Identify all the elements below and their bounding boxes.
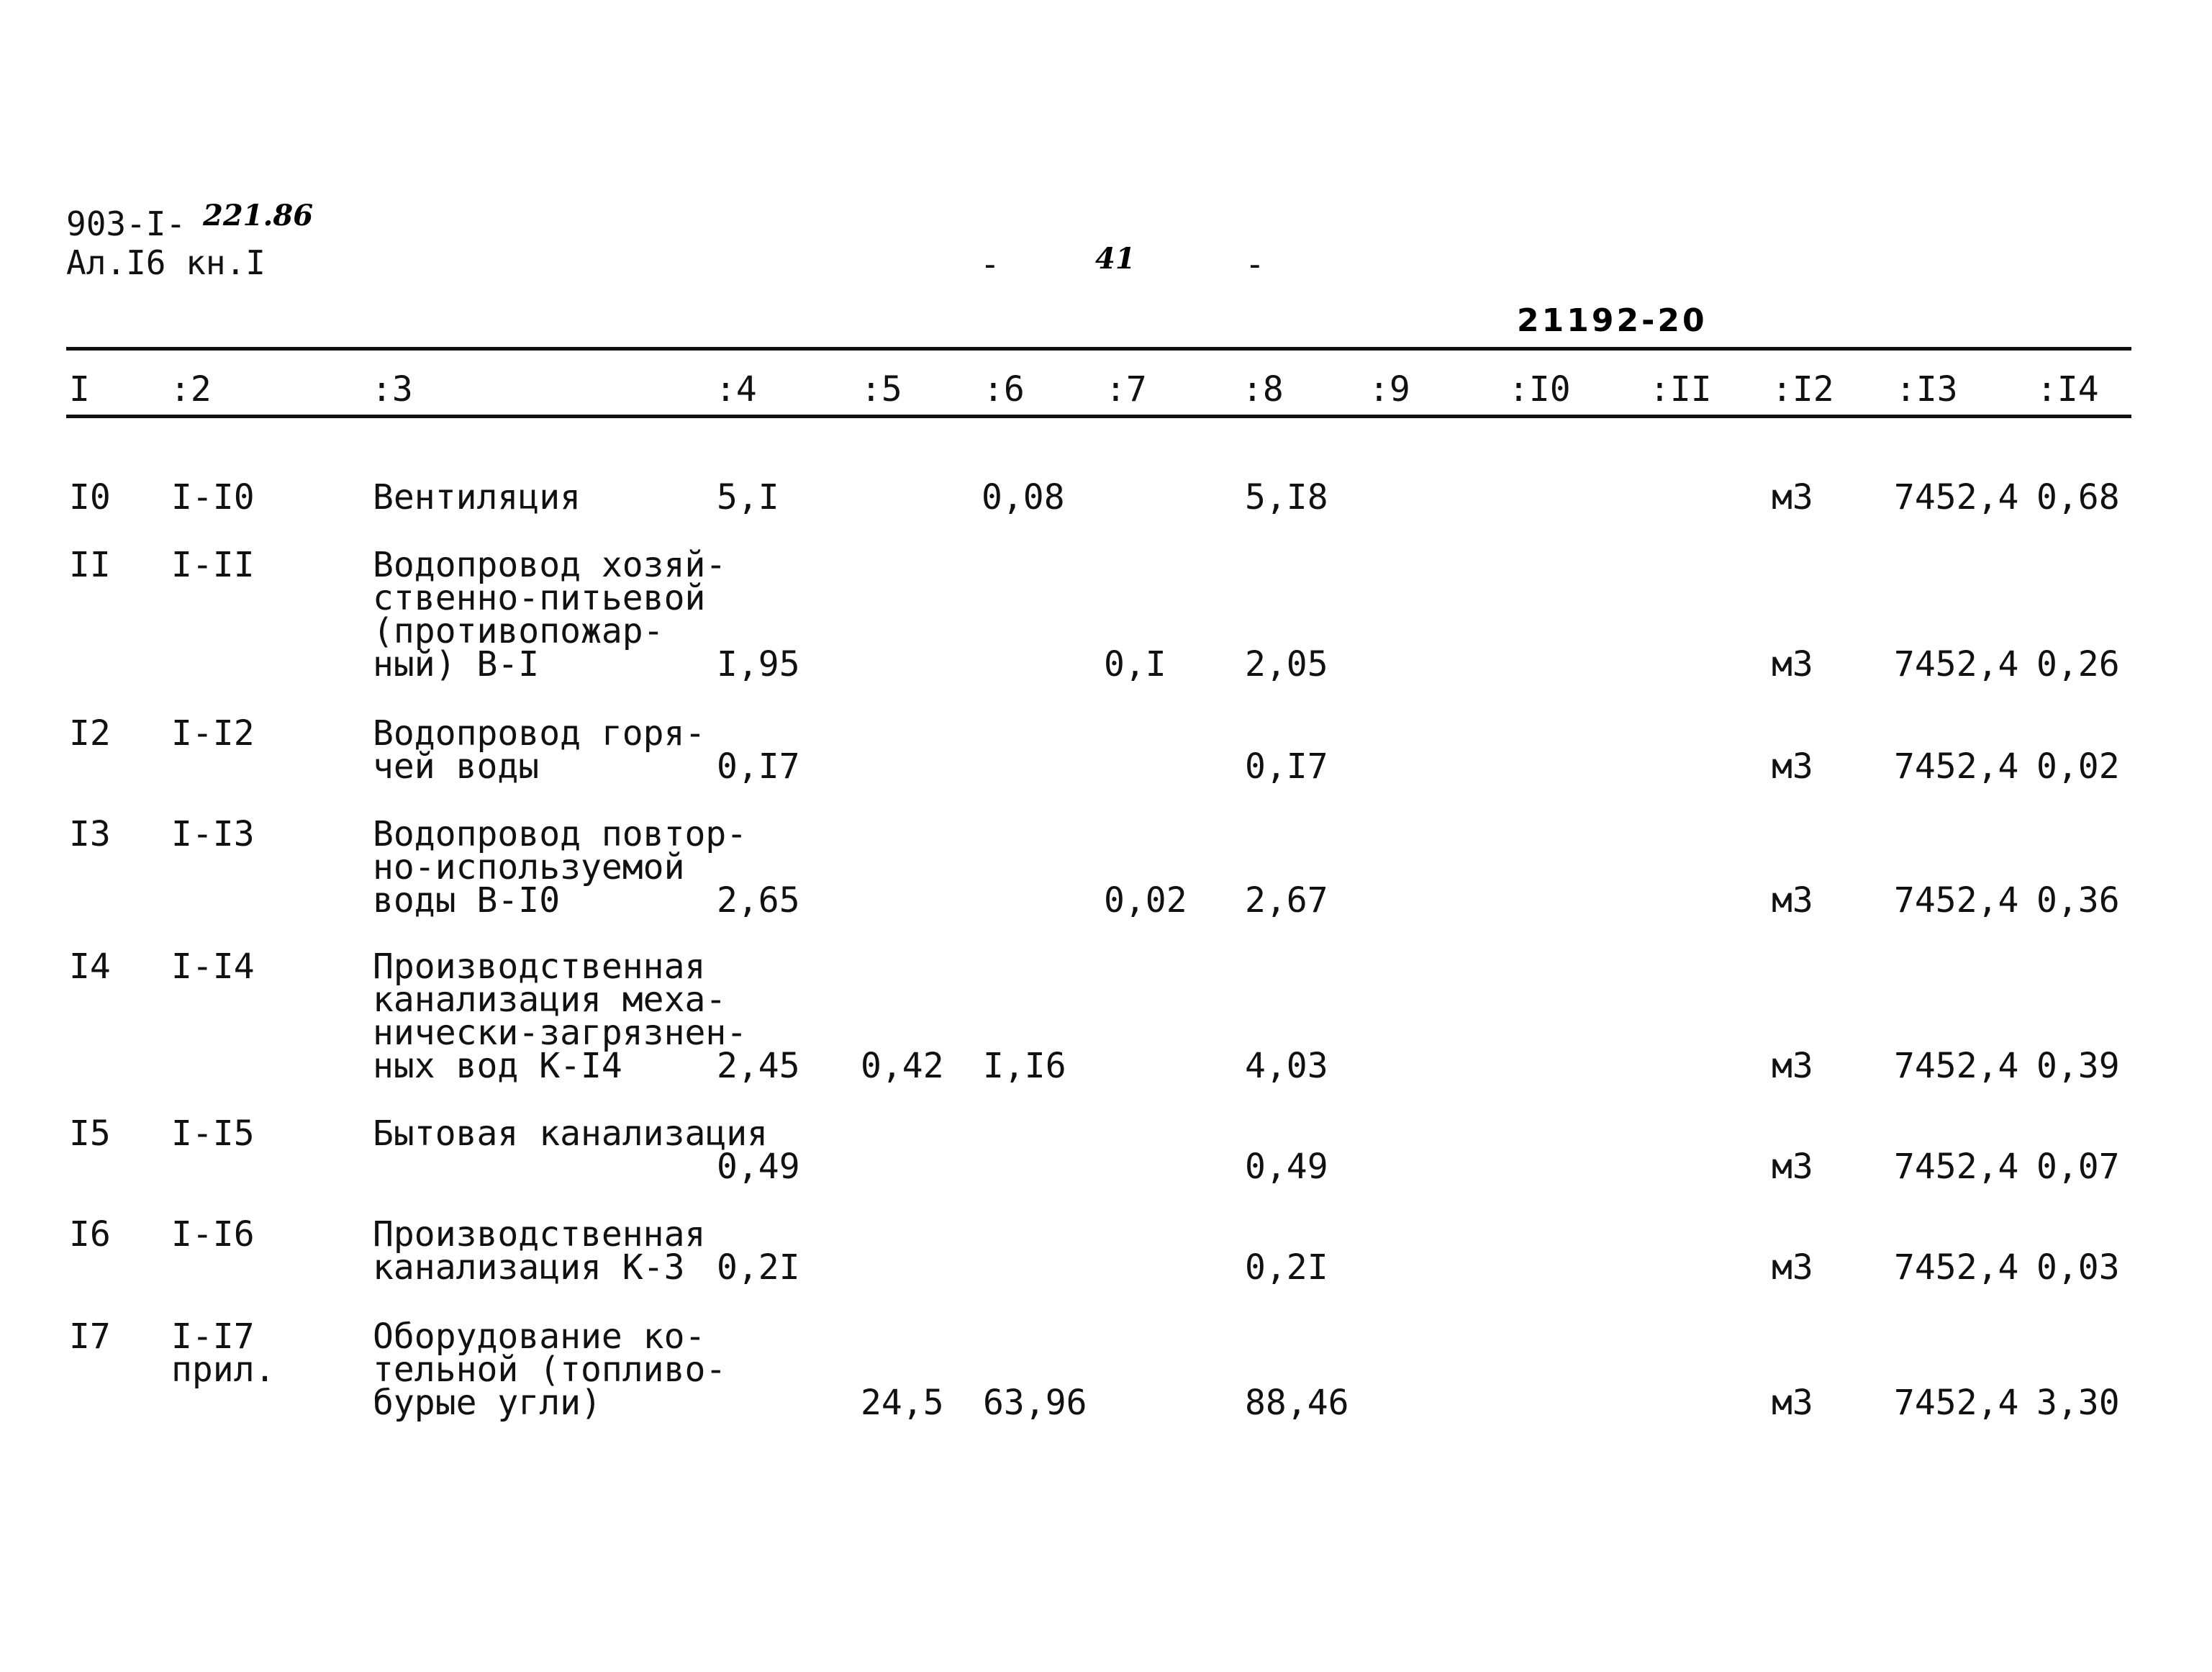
column-header-10: :I0 [1508, 369, 1571, 410]
cell-col12-unit: м3 [1772, 1046, 1813, 1086]
column-header-9: :9 [1369, 369, 1410, 410]
row-description [373, 1214, 706, 1288]
inventory-stamp: 21192-20 [1517, 302, 1708, 339]
row-description [373, 1316, 727, 1423]
row-description [373, 545, 727, 684]
row-code: I-I3 [171, 814, 255, 854]
row-number: I3 [69, 814, 111, 854]
document-code [66, 204, 186, 243]
row-number: I2 [69, 713, 111, 754]
column-header-14: :I4 [2036, 369, 2099, 410]
album-book-label: Ал.I6 кн.I [66, 243, 266, 282]
cell-col5: 0,42 [861, 1046, 944, 1086]
cell-col13: 7452,4 [1894, 880, 2019, 921]
row-description-line: ный) В-I [373, 644, 540, 684]
cell-col4: 2,45 [717, 1046, 800, 1086]
cell-col4: 0,2I [717, 1247, 800, 1288]
row-description-line: чей воды [373, 746, 540, 787]
cell-col13: 7452,4 [1894, 746, 2019, 787]
document-code-handwritten: 221.86 [203, 199, 314, 232]
cell-col14: 3,30 [2036, 1383, 2120, 1423]
row-description [373, 814, 748, 921]
page-dash-right: - [1245, 245, 1265, 284]
cell-col12-unit: м3 [1772, 1147, 1813, 1187]
row-description-line: Водопровод повтор- [373, 814, 748, 854]
cell-col12-unit: м3 [1772, 746, 1813, 787]
cell-col12-unit: м3 [1772, 644, 1813, 684]
cell-col12-unit: м3 [1772, 880, 1813, 921]
column-header-3: :3 [371, 369, 413, 410]
cell-col6: 0,08 [982, 477, 1065, 518]
row-description-line: Оборудование ко- [373, 1316, 706, 1357]
cell-col8: 88,46 [1245, 1383, 1349, 1423]
row-description-line: нически-загрязнен- [373, 1013, 748, 1053]
row-code: I-I5 [171, 1113, 255, 1154]
cell-col14: 0,03 [2036, 1247, 2120, 1288]
column-header-12: :I2 [1772, 369, 1834, 410]
row-description [373, 946, 748, 1086]
row-code: I-I4 [171, 946, 255, 987]
row-description-line: канализация К-3 [373, 1247, 685, 1288]
cell-col14: 0,39 [2036, 1046, 2120, 1086]
cell-col4: 0,49 [717, 1147, 800, 1187]
row-description-line: воды В-I0 [373, 880, 561, 921]
cell-col13: 7452,4 [1894, 1147, 2019, 1187]
cell-col8: 0,2I [1245, 1247, 1328, 1288]
cell-col14: 0,07 [2036, 1147, 2120, 1187]
cell-col8: 5,I8 [1245, 477, 1328, 518]
row-description-line: (противопожар- [373, 611, 664, 651]
cell-col12-unit: м3 [1772, 1383, 1813, 1423]
cell-col12-unit: м3 [1772, 477, 1813, 518]
cell-col7: 0,02 [1104, 880, 1187, 921]
row-description-line: тельной (топливо- [373, 1350, 727, 1390]
column-header-6: :6 [983, 369, 1025, 410]
row-number: I7 [69, 1316, 111, 1357]
column-header-1: I [69, 369, 90, 410]
row-description-line: но-используемой [373, 847, 685, 887]
column-header-5: :5 [861, 369, 902, 410]
row-description-line: Бытовая канализация [373, 1113, 769, 1154]
row-description-line: Производственная [373, 1214, 706, 1255]
row-description-line: Водопровод хозяй- [373, 545, 727, 585]
cell-col4: 5,I [717, 477, 779, 518]
cell-col14: 0,68 [2036, 477, 2120, 518]
row-description [373, 477, 581, 518]
row-description-line: бурые угли) [373, 1383, 602, 1423]
cell-col6: I,I6 [983, 1046, 1066, 1086]
cell-col13: 7452,4 [1894, 477, 2019, 518]
row-code: I-I7 [171, 1316, 255, 1357]
column-header-7: :7 [1105, 369, 1147, 410]
row-number: I5 [69, 1113, 111, 1154]
row-description-line: ственно-питьевой [373, 578, 706, 618]
cell-col13: 7452,4 [1894, 1046, 2019, 1086]
cell-col4: 2,65 [717, 880, 800, 921]
cell-col8: 0,49 [1245, 1147, 1328, 1187]
column-header-8: :8 [1242, 369, 1284, 410]
row-code: I-I6 [171, 1214, 255, 1255]
cell-col4: I,95 [717, 644, 800, 684]
row-number: II [69, 545, 111, 585]
row-description-line: канализация меха- [373, 980, 727, 1020]
cell-col13: 7452,4 [1894, 1383, 2019, 1423]
row-description-line: Вентиляция [373, 477, 581, 518]
column-header-13: :I3 [1895, 369, 1958, 410]
row-description-line: Производственная [373, 946, 706, 987]
row-code: I-I2 [171, 713, 255, 754]
row-code: I-I0 [171, 477, 255, 518]
row-number: I4 [69, 946, 111, 987]
cell-col6: 63,96 [983, 1383, 1087, 1423]
cell-col8: 0,I7 [1245, 746, 1328, 787]
cell-col14: 0,36 [2036, 880, 2120, 921]
column-header-11: :II [1649, 369, 1712, 410]
page-dash-left: - [980, 245, 1000, 284]
page-number-handwritten: 41 [1095, 242, 1136, 276]
cell-col13: 7452,4 [1894, 1247, 2019, 1288]
row-code: I-II [171, 545, 255, 585]
cell-col12-unit: м3 [1772, 1247, 1813, 1288]
row-number: I6 [69, 1214, 111, 1255]
row-description-line: Водопровод горя- [373, 713, 706, 754]
cell-col8: 4,03 [1245, 1046, 1328, 1086]
table-top-rule [66, 347, 2131, 351]
table-header-rule [66, 415, 2131, 418]
cell-col14: 0,26 [2036, 644, 2120, 684]
cell-col14: 0,02 [2036, 746, 2120, 787]
column-header-4: :4 [715, 369, 757, 410]
row-description-line: ных вод К-I4 [373, 1046, 622, 1086]
cell-col8: 2,67 [1245, 880, 1328, 921]
column-header-2: :2 [170, 369, 212, 410]
cell-col7: 0,I [1104, 644, 1166, 684]
cell-col13: 7452,4 [1894, 644, 2019, 684]
cell-col4: 0,I7 [717, 746, 800, 787]
cell-col8: 2,05 [1245, 644, 1328, 684]
row-description [373, 713, 706, 787]
row-description [373, 1113, 769, 1154]
row-number: I0 [69, 477, 111, 518]
cell-col5: 24,5 [861, 1383, 944, 1423]
document-code-prefix: 903-I- [66, 204, 186, 243]
row-code-note: прил. [171, 1350, 276, 1390]
